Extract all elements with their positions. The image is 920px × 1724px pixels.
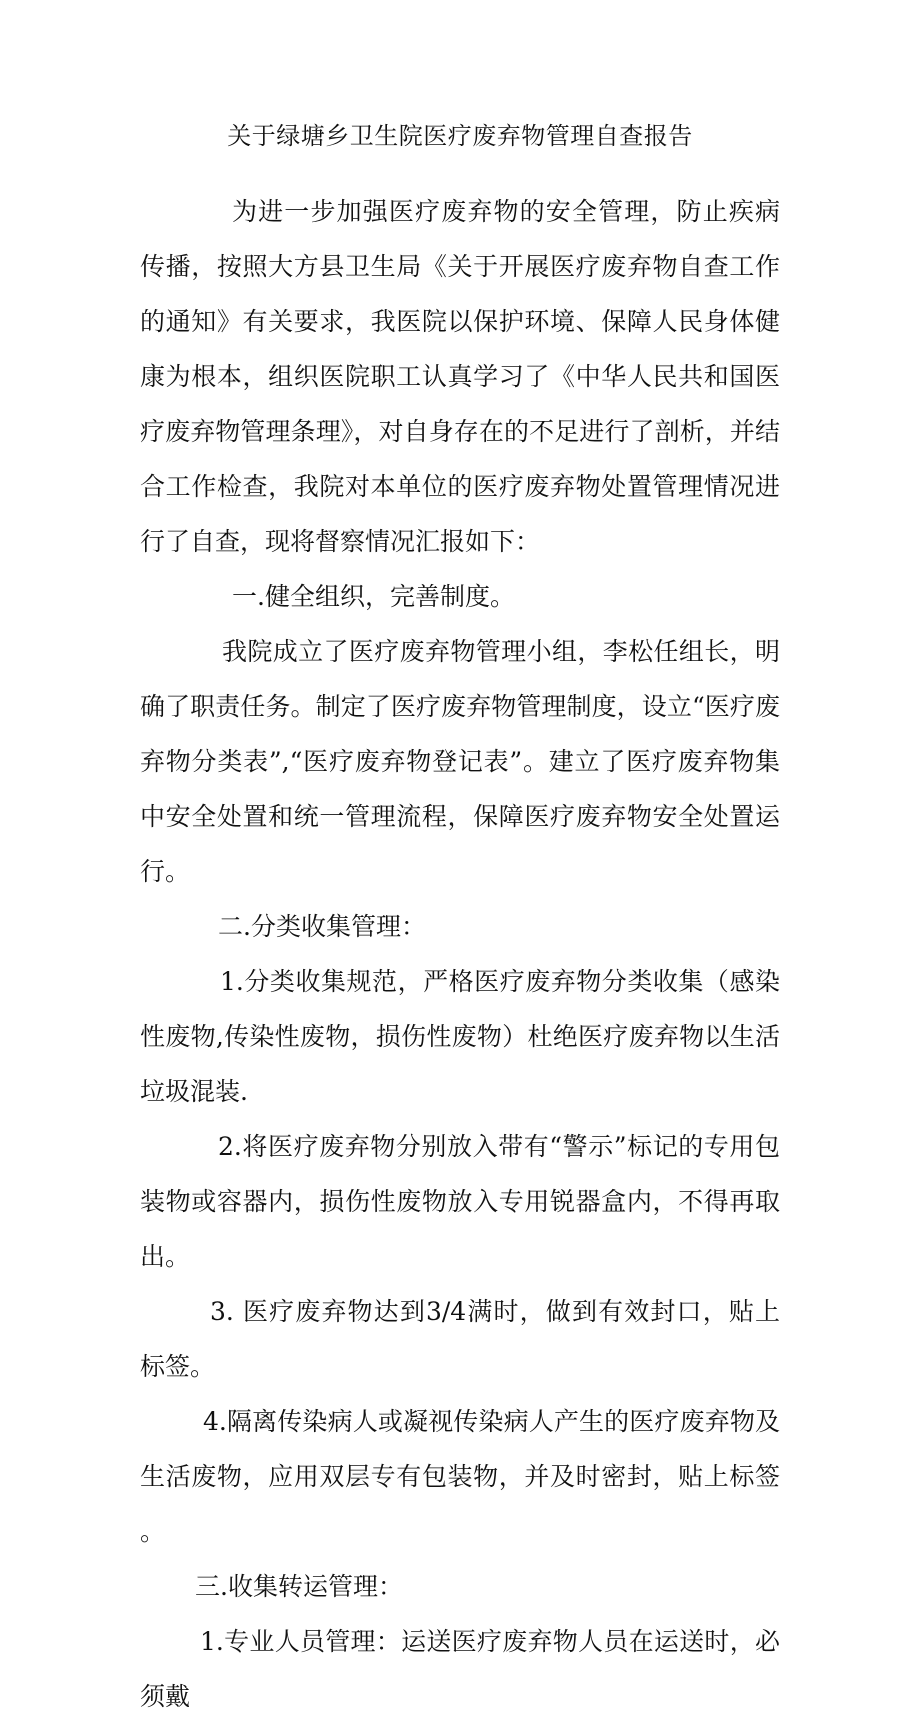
paragraph-item-3: 3. 医疗废弃物达到3/4满时，做到有效封口，贴上标签。 xyxy=(140,1297,780,1381)
paragraph-item-1: 1.分类收集规范，严格医疗废弃物分类收集（感染性废物,传染性废物，损伤性废物）杜绝医疗废弃物以生活垃圾混装. xyxy=(140,967,780,1106)
document-title: 关于绿塘乡卫生院医疗废弃物管理自查报告 xyxy=(227,122,693,150)
section-heading-1: 一.健全组织，完善制度。 xyxy=(232,582,515,611)
paragraph-item-2: 2.将医疗废弃物分别放入带有“警示”标记的专用包装物或容器内，损伤性废物放入专用锐器盒内，不得再取出。 xyxy=(140,1132,780,1271)
section-heading-2: 二.分类收集管理： xyxy=(218,912,426,941)
paragraph-item-4: 4.隔离传染病人或凝视传染病人产生的医疗废弃物及生活废物，应用双层专有包装物，并及时密封，贴上标签。 xyxy=(140,1407,780,1546)
section-heading-3: 三.收集转运管理： xyxy=(195,1572,403,1601)
document-body xyxy=(140,184,780,1724)
paragraph-organization: 我院成立了医疗废弃物管理小组，李松任组长，明确了职责任务。制定了医疗废弃物管理制度，设立“医疗废弃物分类表”,“医疗废弃物登记表”。建立了医疗废弃物集中安全处置和统一管理流程，保障医疗废弃物安全处置运行。 xyxy=(140,637,780,886)
paragraph-transport-1: 1.专业人员管理：运送医疗废弃物人员在运送时，必须戴 xyxy=(140,1627,780,1711)
paragraph-intro: 为进一步加强医疗废弃物的安全管理，防止疾病传播，按照大方县卫生局《关于开展医疗废弃物自查工作的通知》有关要求，我医院以保护环境、保障人民身体健康为根本，组织医院职工认真学习了《中华人民共和国医疗废弃物管理条理》，对自身存在的不足进行了剖析，并结合工作检查，我院对本单位的医疗废弃物处置管理情况进行了自查，现将督察情况汇报如下： xyxy=(140,197,780,556)
